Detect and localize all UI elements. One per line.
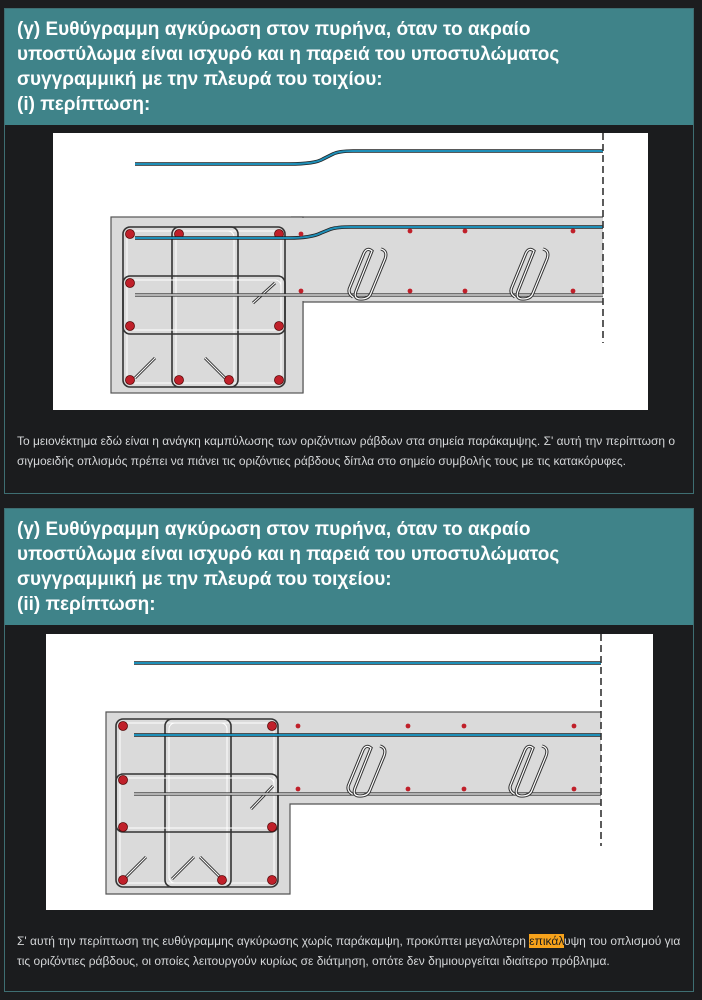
diagram-svg — [53, 133, 648, 410]
detail-card-case-i — [4, 8, 694, 494]
card-header — [5, 509, 693, 625]
card-description: Το μειονέκτημα εδώ είναι η ανάγκη καμπύλωσης των οριζόντιων ράβδων στα σημεία παράκαμψης. Σ' αυτή την περίπτωση ο σιγμοειδής οπλισμός πρέπει να πιάνει τις οριζόντιες ράβδους δίπλα στο σημείο συμβολής τους με τις κατακόρυφες. — [17, 434, 676, 468]
description-part: Σ' αυτή την περίπτωση της ευθύγραμμης αγκύρωσης χωρίς παράκαμψη, προκύπτει μεγαλύτερη — [17, 934, 530, 948]
card-description — [17, 931, 685, 971]
reinforcement-diagram-case-i — [53, 133, 648, 410]
detail-card-case-ii — [4, 508, 694, 992]
card-title: (γ) Ευθύγραμμη αγκύρωση στον πυρήνα, όταν το ακραίο υποστύλωμα είναι ισχυρό και η παρειά του υποστυλώματος συγγραμμική με την πλευρά του τοιχείου: (ii) περίπτωση: — [17, 519, 560, 615]
card-title: (γ) Ευθύγραμμη αγκύρωση στον πυρήνα, όταν το ακραίο υποστύλωμα είναι ισχυρό και η παρειά του υποστυλώματος συγγραμμική με την πλευρά του τοιχίου: (i) περίπτωση: — [17, 19, 560, 115]
search-highlight: επικάλ — [529, 934, 565, 948]
reinforcement-diagram-case-ii — [46, 634, 653, 910]
description-part: υψη του οπλισμού για τις οριζόντιες ράβδους, οι οποίες λειτουργούν κυρίως σε διάτμηση, οπότε δεν δημιουργείται ιδιαίτερο πρόβλημα. — [17, 934, 681, 968]
diagram-svg — [46, 634, 653, 910]
card-header — [5, 9, 693, 125]
